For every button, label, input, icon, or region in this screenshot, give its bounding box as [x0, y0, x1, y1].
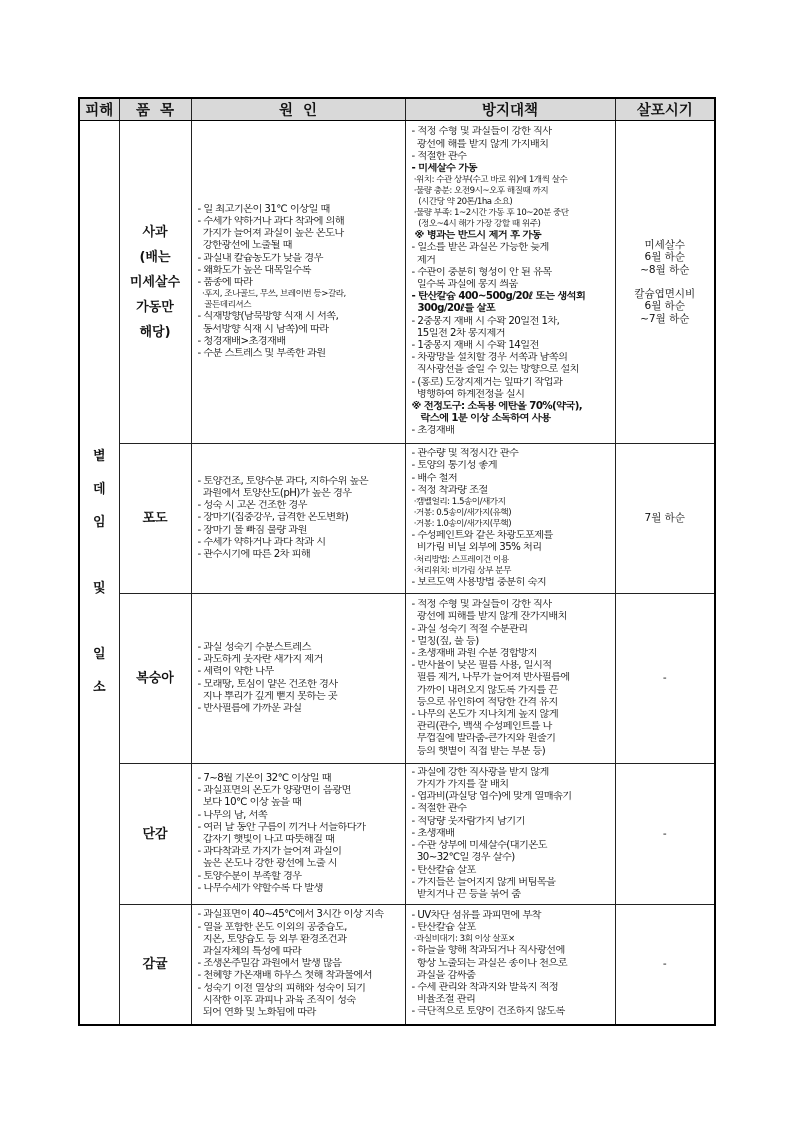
- cause-line: - 과실표면의 온도가 양광면이 음광면: [197, 785, 351, 797]
- crop-cell: [119, 905, 191, 1025]
- measure-line: 30~32℃일 경우 살수): [411, 852, 515, 864]
- damage-category-char: 볕: [92, 449, 106, 465]
- cause-line: 동서방향 식재 시 남쪽)에 따라: [197, 323, 329, 335]
- cause-line: 갑자기 햇빛이 나고 따뜻해질 때: [197, 834, 335, 845]
- measure-line: - 초생재배 과원 수분 경합방지: [411, 647, 537, 659]
- damage-category-char: 및: [92, 581, 106, 597]
- measure-line: 무껍질에 발라줌-큰가지와 원줄기: [411, 733, 556, 745]
- measure-cell: [405, 905, 615, 1025]
- cause-line: - 나무의 남, 서쪽: [197, 809, 268, 821]
- cause-line: - 관수시기에 따른 2차 피해: [197, 549, 311, 560]
- measure-line: - 반사율이 낮은 필름 사용, 일시적: [411, 660, 552, 672]
- timing-cell: [615, 444, 715, 594]
- measure-cell: [405, 594, 615, 764]
- measure-line: - 적정 수형 및 과실들이 강한 직사: [411, 126, 552, 138]
- cause-line: 지나 뿌리가 깊게 뻗지 못하는 곳: [197, 690, 338, 702]
- measure-line: 직사광선을 줄일 수 있는 방향으로 설치: [411, 364, 579, 376]
- cause-line: - 성숙기 이전 열상의 피해와 성숙이 되기: [197, 982, 366, 994]
- cause-line: 과실자체의 특성에 따라: [197, 945, 302, 957]
- measure-line: - 초경재배: [411, 425, 455, 437]
- cause-line: 보다 10℃ 이상 높을 때: [197, 797, 302, 809]
- header-damage: 피해: [79, 98, 119, 121]
- crop-cell: [119, 594, 191, 764]
- measure-line: - 보르도액 사용방법 충분히 숙지: [411, 576, 547, 588]
- cause-line: - 장마기(집중강우, 급격한 온도변화): [197, 512, 349, 524]
- row-peach: [79, 594, 715, 764]
- cause-line: - 청경재배>초경재배: [197, 335, 286, 347]
- crop-name-line: 해당): [139, 324, 171, 340]
- timing-line: -: [662, 827, 667, 840]
- crop-name-line: 감귤: [142, 956, 168, 972]
- measure-line: 비율조절 관리: [411, 994, 476, 1006]
- cause-line: 되어 연화 및 노화됨에 따라: [197, 1006, 316, 1018]
- measure-line: (시간당 약 20톤/1ha 소요): [411, 197, 513, 208]
- measure-line: - 토양의 통기성 좋게: [411, 460, 498, 472]
- measure-line: - 적정 수형 및 과실들이 강한 직사: [411, 599, 552, 611]
- timing-line: ~8월 하순: [640, 263, 690, 276]
- cause-line: - 수세가 약하거나 과다 착과 시: [197, 536, 326, 548]
- crop-name-line: 포도: [142, 511, 168, 526]
- measure-line: 받치거나 끈 등을 묶어 줌: [411, 888, 521, 900]
- cause-line: - 7~8월 기온이 32℃ 이상일 때: [197, 772, 331, 784]
- measure-line: - 수세 관리와 착과지와 발육지 적정: [411, 981, 559, 993]
- crop-name-line: 사과: [142, 224, 168, 240]
- cause-line: - 반사필름에 가까운 과실: [197, 702, 302, 714]
- measure-line: - 과실에 강한 직사광을 받지 않게: [411, 766, 549, 778]
- measure-cell: [405, 764, 615, 905]
- measure-line: ※ 병과는 반드시 제거 후 가동: [411, 230, 542, 242]
- measure-line: ·거봉: 1.0송이/새가지(무핵): [411, 519, 512, 530]
- timing-line: 6월 하순: [644, 251, 685, 264]
- timing-cell: [615, 594, 715, 764]
- cause-cell: [191, 121, 405, 444]
- measure-line: - 차광망을 설치할 경우 서쪽과 남쪽의: [411, 352, 568, 364]
- cause-line: 강한광선에 노출될 때: [197, 240, 292, 252]
- header-crop: 품 목: [119, 98, 191, 121]
- measure-line: - 과실 성숙기 적절 수분관리: [411, 623, 528, 635]
- measure-line: 광선에 해를 받지 않게 가지배치: [411, 138, 549, 150]
- damage-category-char: [80, 539, 119, 572]
- measure-line: ·물량 충분: 오전9시~오후 해질때 까지: [411, 186, 549, 197]
- measure-line: 등의 햇볕이 직접 받는 부분 등): [411, 745, 546, 757]
- measure-line: 비가림 비닐 외부에 35% 처리: [411, 542, 542, 554]
- damage-category-char: 소: [92, 680, 106, 696]
- cause-line: - 일 최고기온이 31℃ 이상일 때: [197, 203, 330, 215]
- measure-line: - 탄산칼슘 400~500g/20ℓ 또는 생석회: [411, 291, 586, 303]
- timing-line: 6월 하순: [644, 300, 685, 313]
- cause-line: 과원에서 토양산도(pH)가 높은 경우: [197, 487, 352, 499]
- measure-line: ·처리위치: 비가림 상부 분무: [411, 565, 511, 576]
- measure-line: - 탄산칼슘 살포: [411, 922, 476, 934]
- sunburn-table: [78, 97, 716, 1026]
- damage-category-char: 일: [92, 647, 106, 663]
- header-cause: 원 인: [191, 98, 405, 121]
- measure-line: ·거봉: 0.5송이/새가지(유핵): [411, 508, 512, 519]
- cause-line: - 세력이 약한 나무: [197, 666, 274, 678]
- cause-line: - 모래땅, 토심이 얕은 건조한 경사: [197, 678, 338, 690]
- measure-line: - 수성페인트와 같은 차광도포제를: [411, 530, 553, 542]
- crop-name-line: 미세살수: [129, 274, 181, 290]
- measure-line: - (홍로) 도장지제거는 잎따기 작업과: [411, 376, 563, 388]
- measure-line: ·처리방법: 스프레이건 이용: [411, 554, 509, 565]
- row-persimmon: [79, 764, 715, 905]
- cause-line: 가지가 늘어져 과실이 높은 온도나: [197, 228, 344, 240]
- measure-line: 등으로 유인하여 적당한 간격 유지: [411, 696, 558, 708]
- damage-category-char: [80, 605, 119, 638]
- cause-line: - 열을 포함한 온도 이외의 공중습도,: [197, 921, 347, 933]
- measure-line: - 적당량 웃자람가지 남기기: [411, 815, 525, 827]
- measure-line: 항상 노출되는 과실은 종이나 천으로: [411, 957, 567, 969]
- measure-line: - 수관 상부에 미세살수(대기온도: [411, 840, 547, 852]
- measure-line: - 적정 착과량 조절: [411, 484, 488, 496]
- measure-line: ·물량 부족: 1~2시간 가동 후 10~20분 중단: [411, 208, 569, 219]
- measure-line: 15일전 2차 봉지제거: [411, 327, 506, 339]
- crop-cell: [119, 764, 191, 905]
- measure-line: - 하늘을 향해 착과되거나 직사광선에: [411, 945, 565, 957]
- measure-line: - 배수 철저: [411, 472, 458, 484]
- row-grape: [79, 444, 715, 594]
- measure-line: 일수록 과실에 봉지 씌움: [411, 278, 518, 290]
- measure-line: - UV차단 섬유를 과피면에 부착: [411, 909, 541, 921]
- measure-line: 가지가 가지를 잘 배치: [411, 779, 509, 791]
- measure-line: - 수관이 충분히 형성이 안 된 유목: [411, 266, 552, 278]
- cause-line: 높은 온도나 강한 광선에 노출 시: [197, 858, 338, 870]
- cause-line: - 수세가 약하거나 과다 착과에 의해: [197, 216, 345, 228]
- measure-line: - 적절한 관수: [411, 803, 467, 815]
- measure-line: 필름 제거, 나무가 늘어져 반사필름에: [411, 672, 570, 684]
- measure-line: - 미세살수 가동: [411, 162, 477, 174]
- measure-cell: [405, 121, 615, 444]
- crop-name-line: 단감: [142, 826, 168, 842]
- measure-line: 락스에 1분 이상 소독하여 사용: [411, 413, 551, 425]
- measure-line: ·과실비대기: 3회 이상 살포×: [411, 934, 515, 945]
- damage-category-cell: [79, 121, 119, 1025]
- crop-name-line: 복숭아: [136, 671, 174, 686]
- cause-line: - 조생온주밀감 과원에서 발생 많음: [197, 958, 342, 970]
- measure-line: - 극단적으로 토양이 건조하지 않도록: [411, 1006, 565, 1018]
- measure-line: - 가지들은 늘어지지 않게 버팀목을: [411, 876, 556, 888]
- measure-line: 300g/20ℓ를 살포: [411, 303, 496, 315]
- timing-cell: [615, 905, 715, 1025]
- measure-line: - 적절한 관수: [411, 150, 467, 162]
- cause-line: - 천혜향 가온재배 하우스 첫해 착과물에서: [197, 970, 373, 982]
- measure-line: 광선에 피해를 받지 않게 잔가지배치: [411, 611, 567, 623]
- header-row: [79, 98, 715, 121]
- header-timing: 살포시기: [615, 98, 715, 121]
- measure-line: - 나무의 온도가 지나치게 높지 않게: [411, 709, 559, 720]
- timing-line: 7월 하순: [644, 512, 685, 525]
- cause-cell: [191, 594, 405, 764]
- cause-line: - 나무수세가 약할수록 다 발생: [197, 882, 323, 894]
- cause-line: - 과다착과로 가지가 늘어져 과실이: [197, 846, 342, 858]
- measure-line: ※ 전정도구: 소독용 에탄올 70%(약국),: [411, 401, 583, 413]
- cause-line: - 과실표면이 40~45℃에서 3시간 이상 지속: [197, 909, 384, 921]
- cause-line: - 과도하게 웃자란 새가지 제거: [197, 654, 323, 666]
- measure-line: - 멀칭(짚, 풀 등): [411, 635, 479, 647]
- cause-line: - 장마기 물 빠짐 불량 과원: [197, 524, 307, 536]
- cause-line: - 여러 날 동안 구름이 끼거나 서늘하다가: [197, 821, 366, 833]
- timing-line: 칼슘엽면시비: [634, 288, 696, 301]
- measure-line: 제거: [411, 254, 436, 266]
- cause-line: - 성숙 시 고온 건조한 경우: [197, 500, 307, 512]
- crop-name-line: 가동만: [136, 299, 174, 315]
- timing-cell: [615, 121, 715, 444]
- timing-line: [616, 276, 715, 288]
- measure-line: ·위치: 수관 상부(수고 바로 위)에 1개씩 살수: [411, 175, 568, 186]
- cause-line: - 과실내 칼슘농도가 낮을 경우: [197, 252, 323, 264]
- damage-category-char: 임: [92, 515, 106, 531]
- crop-name-line: (배는: [139, 249, 171, 265]
- timing-line: -: [662, 672, 667, 685]
- crop-cell: [119, 121, 191, 444]
- cause-line: ·후지, 조나골드, 무쓰, 브레이번 등>갈라,: [197, 289, 346, 300]
- header-measure: 방지대책: [405, 98, 615, 121]
- timing-line: ~7월 하순: [640, 312, 690, 325]
- measure-line: - 초생재배: [411, 827, 455, 839]
- timing-cell: [615, 764, 715, 905]
- measure-line: 병행하여 하계전정을 실시: [411, 388, 525, 400]
- cause-line: - 수분 스트레스 및 부족한 과원: [197, 347, 326, 359]
- cause-line: 시작한 이후 과피나 과육 조직이 성숙: [197, 994, 356, 1006]
- measure-line: - 관수량 및 적정시간 관수: [411, 448, 519, 460]
- measure-line: 과실을 감싸줌: [411, 969, 476, 981]
- cause-cell: [191, 764, 405, 905]
- measure-line: (정오~4시 해가 가장 강할 때 위주): [411, 219, 541, 230]
- cause-line: - 식재방향(남북방향 식재 시 서쪽,: [197, 311, 339, 323]
- timing-line: -: [662, 958, 667, 971]
- timing-line: 미세살수: [644, 239, 686, 252]
- row-apple: [79, 121, 715, 444]
- cause-line: 지온, 토양습도 등 외부 환경조건과: [197, 933, 347, 945]
- cause-line: - 과실 성숙기 수분스트레스: [197, 641, 311, 653]
- cause-cell: [191, 905, 405, 1025]
- measure-line: ·캠벨얼리: 1.5송이/새가지: [411, 497, 506, 508]
- row-citrus: [79, 905, 715, 1025]
- measure-line: - 2중봉지 재배 시 수확 20일전 1차,: [411, 315, 560, 327]
- cause-line: - 왜화도가 높은 대목일수록: [197, 264, 311, 276]
- crop-cell: [119, 444, 191, 594]
- measure-line: - 1중봉지 재배 시 수확 14일전: [411, 340, 539, 351]
- cause-line: 골든데리셔스: [197, 300, 252, 311]
- measure-line: 관리(관수, 백색 수성페인트를 나: [411, 721, 552, 733]
- measure-cell: [405, 444, 615, 594]
- measure-line: - 탄산칼슘 살포: [411, 864, 476, 876]
- cause-cell: [191, 444, 405, 594]
- cause-line: - 토양수분이 부족할 경우: [197, 870, 302, 882]
- measure-line: - 일소를 받은 과실은 가능한 늦게: [411, 242, 549, 254]
- cause-line: - 토양건조, 토양수분 과다, 지하수위 높은: [197, 475, 369, 487]
- cause-line: - 품종에 따라: [197, 277, 253, 289]
- damage-category-char: 데: [92, 482, 106, 498]
- measure-line: - 엽과비(과실당 엽수)에 맞게 열매솎기: [411, 791, 572, 803]
- measure-line: 가까이 내려오지 않도록 가지를 끈: [411, 684, 558, 696]
